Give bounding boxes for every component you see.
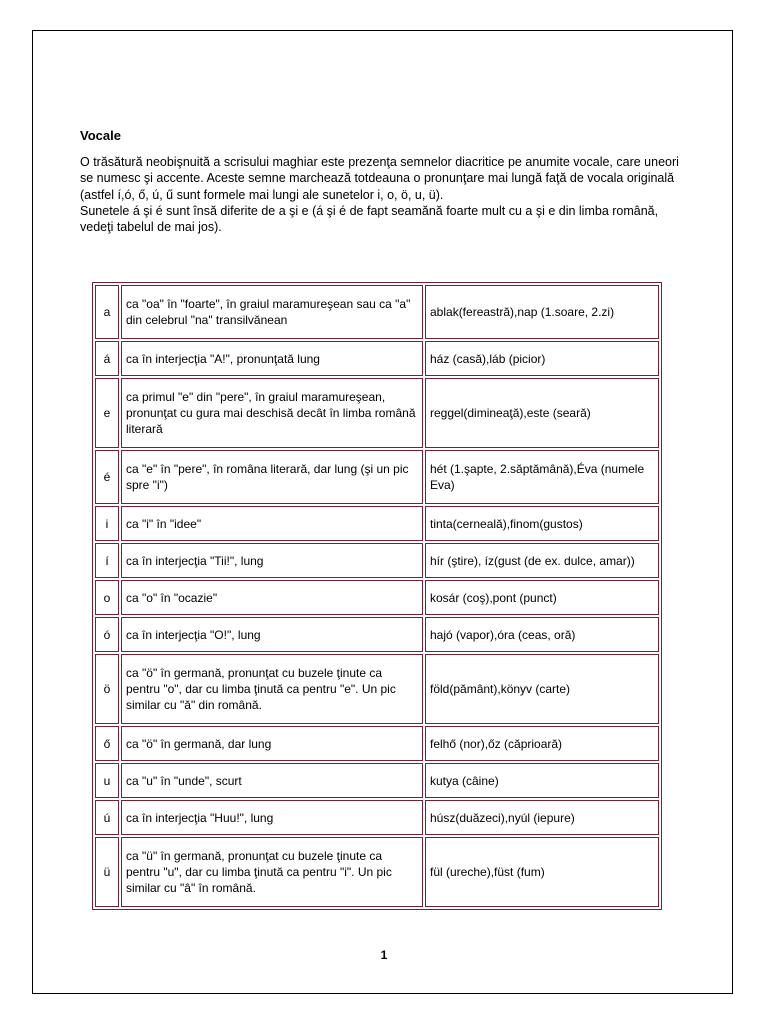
vowel-letter: a <box>95 285 119 339</box>
vowel-table <box>92 282 662 910</box>
table-row <box>95 654 659 724</box>
vowel-description: ca "ü" în germană, pronunţat cu buzele ţinute ca pentru "u", dar cu limba ţinută ca pentru "i". Un pic similar cu "â" în română. <box>121 837 423 907</box>
vowel-description: ca în interjecţia "Huu!", lung <box>121 800 423 835</box>
vowel-letter: ö <box>95 654 119 724</box>
vowel-letter: o <box>95 580 119 615</box>
table-row <box>95 285 659 339</box>
vowel-examples: reggel(dimineaţă),este (seară) <box>425 378 659 448</box>
vowel-letter: i <box>95 506 119 541</box>
vowel-letter: á <box>95 341 119 376</box>
vowel-examples: tinta(cerneală),finom(gustos) <box>425 506 659 541</box>
vowel-description: ca "i" în "idee" <box>121 506 423 541</box>
vowel-description: ca "ö" în germană, dar lung <box>121 726 423 761</box>
vowel-letter: ú <box>95 800 119 835</box>
vowel-examples: hajó (vapor),óra (ceas, oră) <box>425 617 659 652</box>
vowel-examples: hír (ştire), íz(gust (de ex. dulce, amar)) <box>425 543 659 578</box>
vowel-examples: ablak(fereastră),nap (1.soare, 2.zi) <box>425 285 659 339</box>
table-row <box>95 617 659 652</box>
table-row <box>95 378 659 448</box>
vowel-description: ca în interjecţia "O!", lung <box>121 617 423 652</box>
vowel-description: ca "o" în "ocazie" <box>121 580 423 615</box>
vowel-examples: ház (casă),láb (picior) <box>425 341 659 376</box>
table-row <box>95 800 659 835</box>
vowel-examples: kosár (coş),pont (punct) <box>425 580 659 615</box>
page-number: 1 <box>380 948 388 962</box>
table-row <box>95 726 659 761</box>
table-row <box>95 341 659 376</box>
vowel-letter: u <box>95 763 119 798</box>
table-row <box>95 580 659 615</box>
table-row <box>95 543 659 578</box>
intro-paragraph-2: Sunetele á şi é sunt însă diferite de a şi e (á şi é de fapt seamănă foarte mult cu a şi e din limba română, vedeţi tabelul de mai jos). <box>80 203 659 235</box>
vowel-description: ca în interjecţia "A!", pronunţată lung <box>121 341 423 376</box>
intro-text <box>80 154 680 235</box>
vowel-description: ca "oa" în "foarte", în graiul maramureşean sau ca "a" din celebrul "na" transilvănean <box>121 285 423 339</box>
vowel-examples: föld(pământ),könyv (carte) <box>425 654 659 724</box>
vowel-examples: kutya (câine) <box>425 763 659 798</box>
vowel-letter: ó <box>95 617 119 652</box>
intro-paragraph-1: O trăsătură neobişnuită a scrisului maghiar este prezenţa semnelor diacritice pe anumite vocale, care uneori se numesc şi accente. Aceste semne marchează totdeauna o pronunţare mai lungă faţă de vocala originală (astfel í,ó, ő, ú, ű sunt formele mai lungi ale sunetelor i, o, ö, u, ü). <box>80 155 679 202</box>
vowel-letter: ő <box>95 726 119 761</box>
vowel-description: ca "u" în "unde", scurt <box>121 763 423 798</box>
vowel-letter: é <box>95 450 119 504</box>
vowel-examples: fül (ureche),füst (fum) <box>425 837 659 907</box>
vowel-description: ca "ö" în germană, pronunţat cu buzele ţinute ca pentru "o", dar cu limba ţinută ca pentru "e". Un pic similar cu "ă" din română. <box>121 654 423 724</box>
vowel-letter: í <box>95 543 119 578</box>
vowel-examples: húsz(duăzeci),nyúl (iepure) <box>425 800 659 835</box>
vowel-description: ca primul "e" din "pere", în graiul maramureşean, pronunţat cu gura mai deschisă decât în limba română literară <box>121 378 423 448</box>
section-heading: Vocale <box>80 128 121 143</box>
vowel-description: ca "e" în "pere", în româna literară, dar lung (şi un pic spre "i") <box>121 450 423 504</box>
vowel-description: ca în interjecţia "Tii!", lung <box>121 543 423 578</box>
table-row <box>95 506 659 541</box>
vowel-letter: e <box>95 378 119 448</box>
table-row <box>95 837 659 907</box>
vowel-letter: ü <box>95 837 119 907</box>
table-row <box>95 763 659 798</box>
vowel-examples: hét (1.şapte, 2.săptămână),Éva (numele Eva) <box>425 450 659 504</box>
vowel-examples: felhő (nor),őz (căprioară) <box>425 726 659 761</box>
table-row <box>95 450 659 504</box>
